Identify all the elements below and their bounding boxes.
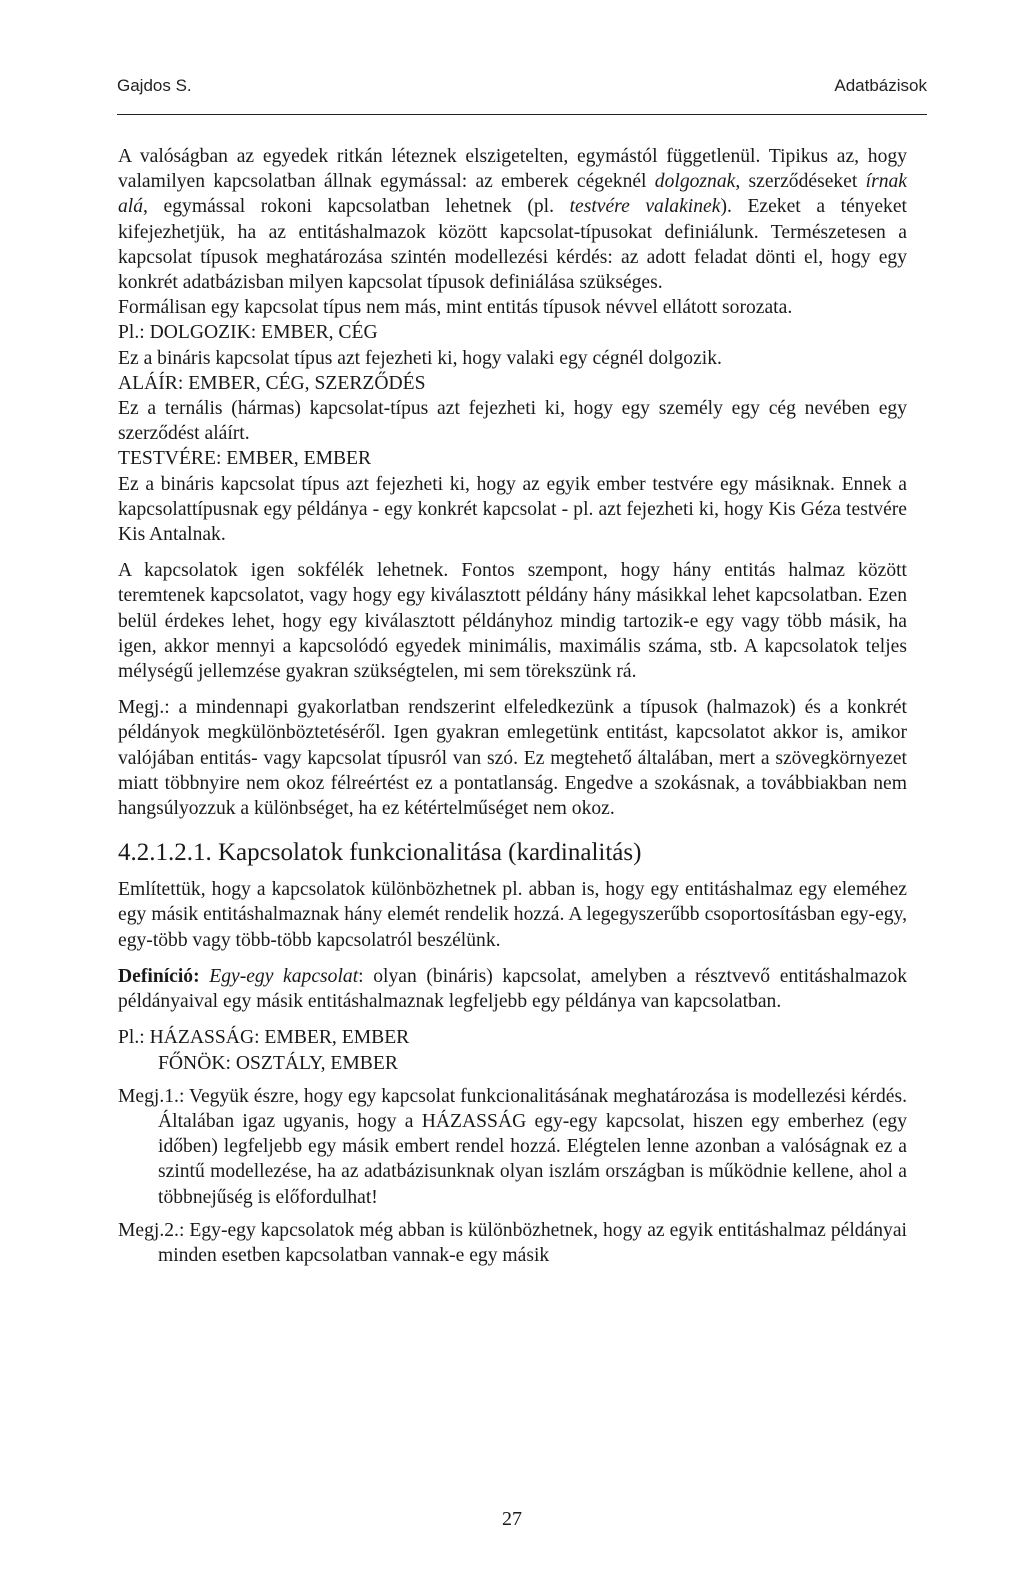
example-dolgozik-heading: Pl.: DOLGOZIK: EMBER, CÉG (118, 322, 378, 344)
paragraph-emlitettuk: Említettük, hogy a kapcsolatok különbözhetnek pl. abban is, hogy egy entitáshalmaz egy eleméhez egy másik entitáshalmaznak hány elemét rendelik hozzá. A legegyszerűbb csoportosításban egy-egy, egy-több vagy több-több kapcsolatról beszélünk. (118, 879, 907, 951)
running-header-title: Adatbázisok (834, 76, 927, 95)
example-testvere-text: Ez a bináris kapcsolat típus azt fejezheti ki, hogy az egyik ember testvére egy másiknak. Ennek a kapcsolattípusnak egy példánya - egy konkrét kapcsolat - pl. azt fejezheti ki, hogy Kis Géza testvére Kis Antalnak. (118, 473, 907, 546)
header-divider (117, 114, 927, 115)
page-number: 27 (502, 1508, 522, 1530)
paragraph-intro: A valóságban az egyedek ritkán léteznek elszigetelten, egymástól függetlenül. Tipikus az, hogy valamilyen kapcsolatban állnak egymással: az emberek cégeknél dolgoznak, szerződéseket írnak alá, egymással rokoni kapcsolatban lehetnek (pl. testvére valakinek). Ezeket a tényeket kifejezhetjük, ha az entitáshalmazok között kapcsolat-típusokat definiálunk. Természetesen a kapcsolat típusok meghatározása szintén modellezési kérdés: az adott feladat dönti el, hogy egy konkrét adatbázisban milyen kapcsolat típusok definiálása szükséges. (118, 146, 907, 294)
note-2: Megj.2.: Egy-egy kapcsolatok még abban is különbözhetnek, hogy az egyik entitáshalmaz példányai minden esetben kapcsolatban vannak-e egy másik (118, 1219, 907, 1266)
example-alair-heading: ALÁÍR: EMBER, CÉG, SZERZŐDÉS (118, 372, 426, 394)
example-alair-text: Ez a ternális (hármas) kapcsolat-típus azt fejezheti ki, hogy egy személy egy cég nevében egy szerződést aláírt. (118, 398, 907, 445)
example-hazassag: Pl.: HÁZASSÁG: EMBER, EMBER (118, 1027, 410, 1049)
note-1: Megj.1.: Vegyük észre, hogy egy kapcsolat funkcionalitásának meghatározása is modellezési kérdés. Általában igaz ugyanis, hogy a HÁZASSÁG egy-egy kapcsolat, hiszen egy emberhez (egy időben) legfeljebb egy másik embert rendel hozzá. Elégtelen lenne azonban a valóságnak ez a szintű modellezése, ha az adatbázisunknak olyan iszlám országban is működnie kellene, ahol a többnejűség is előfordulhat! (118, 1085, 907, 1208)
running-header-author: Gajdos S. (117, 76, 192, 95)
page-body (118, 144, 907, 1268)
section-heading: 4.2.1.2.1. Kapcsolatok funkcionalitása (kardinalitás) (118, 839, 642, 867)
definition-paragraph: Definíció: Egy-egy kapcsolat: olyan (bináris) kapcsolat, amelyben a résztvevő entitáshalmazok példányaival egy másik entitáshalmaznak legfeljebb egy példánya van kapcsolatban. (118, 965, 908, 1013)
paragraph-formal: Formálisan egy kapcsolat típus nem más, mint entitás típusok névvel ellátott sorozata. (118, 297, 793, 319)
example-fonok: FŐNÖK: OSZTÁLY, EMBER (158, 1052, 398, 1074)
example-testvere-heading: TESTVÉRE: EMBER, EMBER (118, 448, 372, 470)
paragraph-kapcsolatok: A kapcsolatok igen sokfélék lehetnek. Fontos szempont, hogy hány entitás halmaz között teremtenek kapcsolatot, vagy hogy egy kiválasztott példány hány másikkal lehet kapcsolatban. Ezen belül érdekes lehet, hogy egy kiválasztott példányhoz mindig tartozik-e egy vagy több másik, ha igen, akkor mennyi a kapcsolódó egyedek minimális, maximális száma, stb. A kapcsolatok teljes mélységű jellemzése gyakran szükségtelen, mi sem törekszünk rá. (118, 560, 907, 683)
example-dolgozik-text: Ez a bináris kapcsolat típus azt fejezheti ki, hogy valaki egy cégnél dolgozik. (118, 347, 722, 369)
paragraph-megjegyzes: Megj.: a mindennapi gyakorlatban rendszerint elfeledkezünk a típusok (halmazok) és a konkrét példányok megkülönböztetéséről. Igen gyakran emlegetünk entitást, kapcsolatot akkor is, amikor valójában entitás- vagy kapcsolat típusról van szó. Ez megtehető általában, mert a szövegkörnyezet miatt többnyire nem okoz félreértést ez a pontatlanság. Engedve a szokásnak, a továbbiakban nem hangsúlyozzuk a különbséget, ha ez kétértelműséget nem okoz. (118, 697, 907, 820)
